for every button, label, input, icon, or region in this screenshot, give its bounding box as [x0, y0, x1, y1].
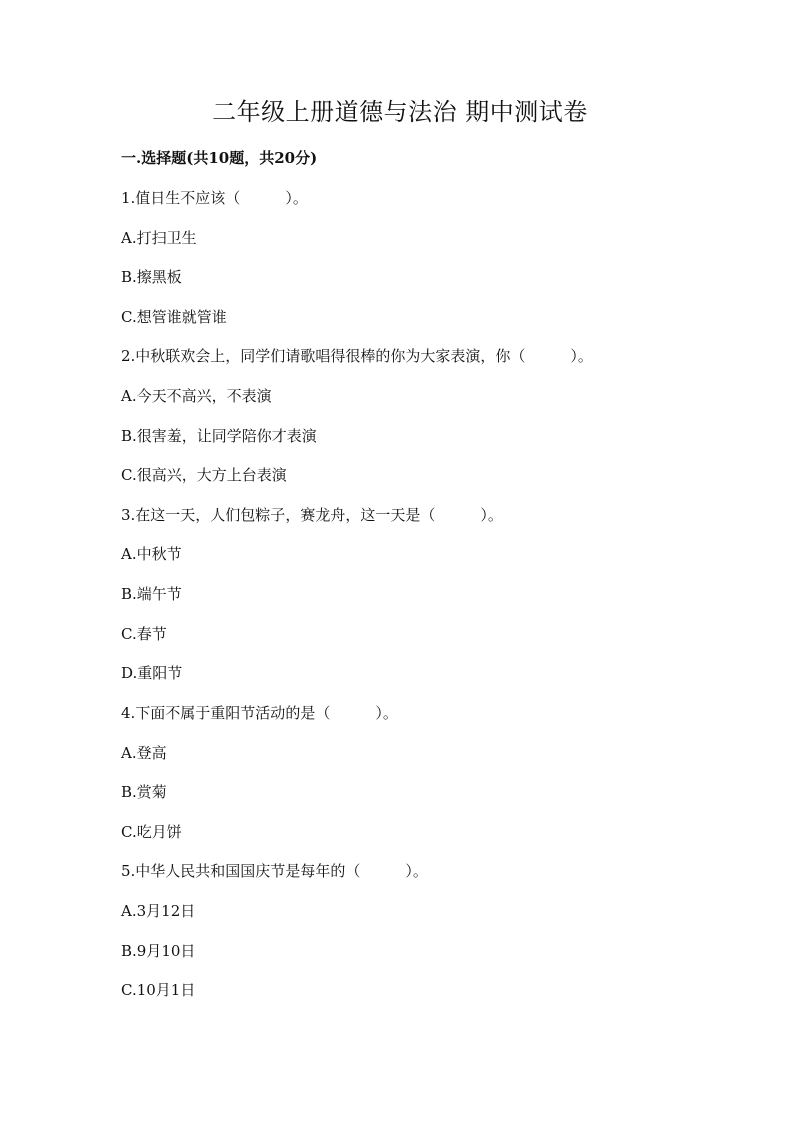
- question-2-stem: 2.中秋联欢会上，同学们请歌唱得很棒的你为大家表演，你（ ）。: [121, 347, 593, 365]
- question-2-option-a: A.今天不高兴，不表演: [121, 387, 272, 405]
- question-5-option-b: B.9月10日: [121, 942, 196, 960]
- page-title: 二年级上册道德与法治 期中测试卷: [212, 98, 588, 126]
- question-2-option-b: B.很害羞，让同学陪你才表演: [121, 427, 317, 445]
- question-3-option-b: B.端午节: [121, 585, 182, 603]
- question-1-option-c: C.想管谁就管谁: [121, 308, 227, 326]
- question-2-option-c: C.很高兴，大方上台表演: [121, 466, 287, 484]
- question-1-option-a: A.打扫卫生: [121, 229, 197, 247]
- question-4-option-b: B.赏菊: [121, 783, 167, 801]
- question-4-option-c: C.吃月饼: [121, 823, 182, 841]
- question-3-option-c: C.春节: [121, 625, 167, 643]
- question-1-option-b: B.擦黑板: [121, 268, 182, 286]
- question-3-option-a: A.中秋节: [121, 545, 182, 563]
- question-1-stem: 1.值日生不应该（ ）。: [121, 189, 308, 207]
- section-heading: 一.选择题(共10题，共20分): [121, 149, 318, 167]
- question-4-option-a: A.登高: [121, 744, 167, 762]
- question-3-stem: 3.在这一天，人们包粽子，赛龙舟，这一天是（ ）。: [121, 506, 503, 524]
- question-5-stem: 5.中华人民共和国国庆节是每年的（ ）。: [121, 862, 428, 880]
- question-5-option-c: C.10月1日: [121, 981, 196, 999]
- question-4-stem: 4.下面不属于重阳节活动的是（ ）。: [121, 704, 398, 722]
- question-5-option-a: A.3月12日: [121, 902, 196, 920]
- question-3-option-d: D.重阳节: [121, 664, 183, 682]
